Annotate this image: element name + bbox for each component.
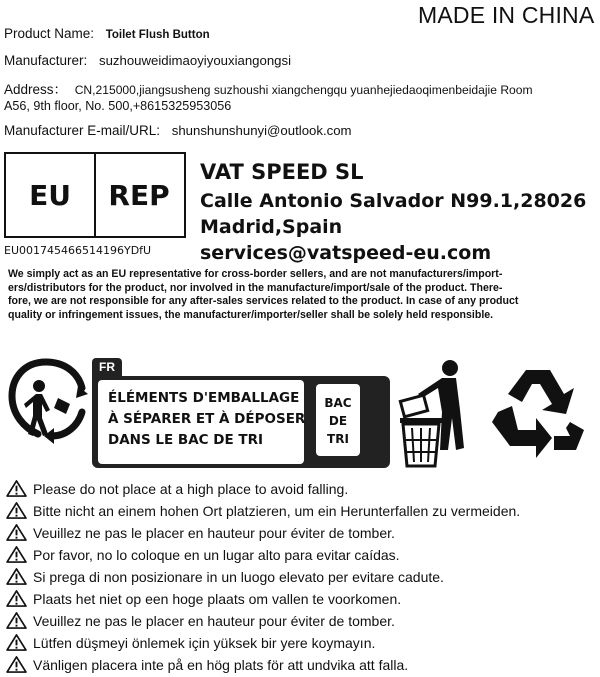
product-name-value: Toilet Flush Button <box>105 29 210 41</box>
recycle-icon <box>486 362 590 462</box>
rep-label: REP <box>108 178 170 212</box>
manufacturer-value: suzhouweidimaoyiyouxiangongsi <box>98 53 292 68</box>
warning-item <box>6 502 520 519</box>
eu-rep-company: VAT SPEED SL <box>200 160 364 184</box>
triman-line: À SÉPARER ET À DÉPOSER <box>108 411 306 427</box>
warning-triangle-icon <box>6 568 27 585</box>
manufacturer-row <box>4 53 291 68</box>
manufacturer-label: Manufacturer: <box>4 53 88 68</box>
warning-item <box>6 524 395 541</box>
bin-label: BAC <box>324 396 352 410</box>
warning-text: Por favor, no lo coloque en un lugar alto para evitar caídas. <box>33 547 400 563</box>
sorting-bin-icon <box>316 384 360 456</box>
warning-triangle-icon <box>6 502 27 519</box>
country-tab: FR <box>92 358 122 376</box>
address-line2: A56, 9th floor, No. 500,+8615325953056 <box>4 99 232 113</box>
email-label: Manufacturer E-mail/URL: <box>4 123 161 138</box>
triman-line: ÉLÉMENTS D'EMBALLAGE <box>108 390 300 406</box>
address-row <box>4 78 533 98</box>
eu-rep-box <box>4 152 186 238</box>
triman-person-icon <box>6 356 88 460</box>
trash-bin-person-icon <box>394 358 474 468</box>
warning-text: Please do not place at a high place to avoid falling. <box>33 481 349 497</box>
disclaimer-line: ers/distributors for the product, nor involved in the manufacture/import/sale of the product. There- <box>8 281 503 294</box>
warning-triangle-icon <box>6 590 27 607</box>
triman-info-panel <box>92 358 390 468</box>
triman-text-box <box>98 380 304 464</box>
warning-item <box>6 590 401 607</box>
address-line1: CN,215000,jiangsusheng suzhoushi xiangchengqu yuanhejiedaoqimenbeidajie Room <box>74 83 533 97</box>
warning-triangle-icon <box>6 634 27 651</box>
warning-triangle-icon <box>6 524 27 541</box>
disclaimer-line: quality or infringement issues, the manufacturer/importer/seller shall be solely held responsible. <box>8 308 494 321</box>
bin-label: TRI <box>327 432 349 446</box>
triman-panel-body <box>92 376 390 468</box>
warning-item <box>6 656 408 673</box>
email-value: shunshunshunyi@outlook.com <box>171 123 352 138</box>
warning-triangle-icon <box>6 656 27 673</box>
made-in-label: MADE IN CHINA <box>418 2 595 28</box>
eu-rep-address2: Madrid,Spain <box>200 216 343 238</box>
triman-line: DANS LE BAC DE TRI <box>108 432 263 448</box>
disclaimer-line: We simply act as an EU representative for cross-border sellers, and are not manufacturers/import- <box>8 268 503 280</box>
warning-triangle-icon <box>6 546 27 563</box>
warning-text: Veuillez ne pas le placer en hauteur pour éviter de tomber. <box>33 613 395 629</box>
warning-text: Si prega di non posizionare in un luogo elevato per evitare cadute. <box>33 569 444 585</box>
warning-item <box>6 568 444 585</box>
eu-rep-email: services@vatspeed-eu.com <box>200 242 492 264</box>
address-label: Address： <box>4 82 68 97</box>
warning-text: Vänligen placera inte på en hög plats för att undvika att falla. <box>33 657 409 673</box>
warning-item <box>6 480 348 497</box>
warning-text: Bitte nicht an einem hohen Ort platzieren, um ein Herunterfallen zu vermeiden. <box>33 503 521 519</box>
eu-rep-address1: Calle Antonio Salvador N99.1,28026 <box>200 190 587 212</box>
warning-triangle-icon <box>6 612 27 629</box>
warning-item <box>6 612 395 629</box>
bin-label: DE <box>328 414 348 428</box>
eu-label: EU <box>6 154 96 236</box>
warning-text: Plaats het niet op een hoge plaats om vallen te voorkomen. <box>33 591 402 607</box>
disclaimer <box>8 268 594 322</box>
product-name-row <box>4 26 210 41</box>
warning-text: Lütfen düşmeyi önlemek için yüksek bir yere koymayın. <box>33 635 376 651</box>
warning-item <box>6 634 375 651</box>
warning-triangle-icon <box>6 480 27 497</box>
eu-rep-code: EU001745466514196YDfU <box>4 244 152 257</box>
disclaimer-line: fore, we are not responsible for any after-sales services related to the product. In case of any product <box>8 295 519 307</box>
warning-item <box>6 546 400 563</box>
warning-text: Veuillez ne pas le placer en hauteur pour éviter de tomber. <box>33 525 395 541</box>
product-name-label: Product Name: <box>4 26 95 41</box>
email-row <box>4 123 352 138</box>
